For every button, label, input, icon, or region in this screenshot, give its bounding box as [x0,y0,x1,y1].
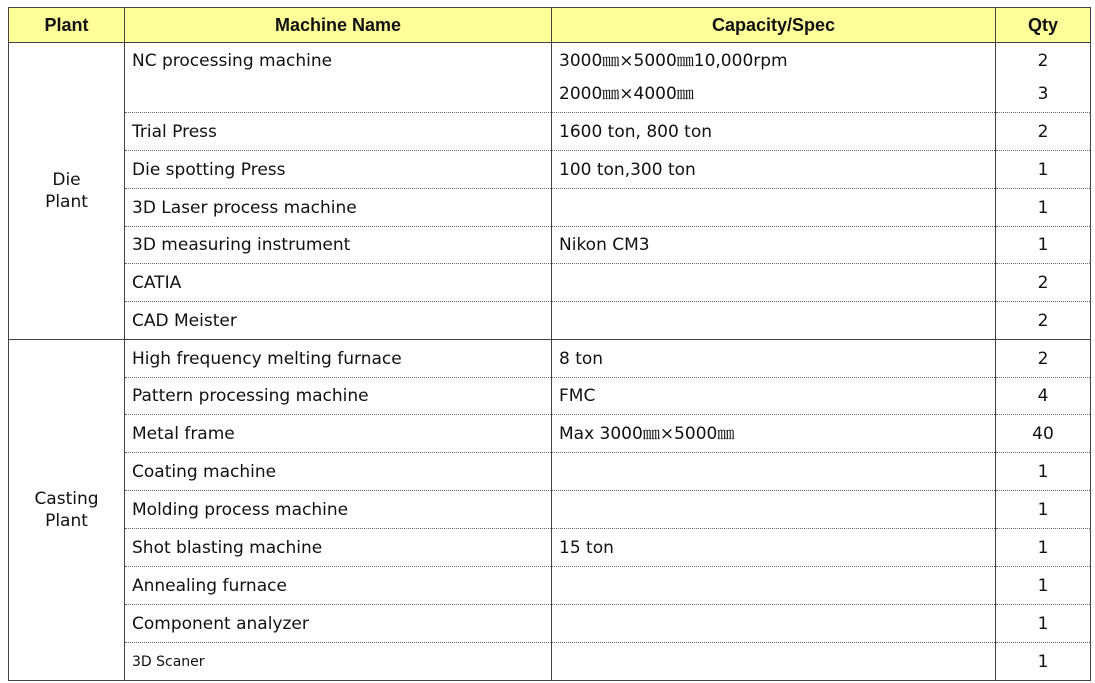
machine-name-cell: Annealing furnace [125,567,552,605]
qty-line: 3 [1037,83,1049,104]
machine-name-cell: Metal frame [125,415,552,453]
qty-cell: 4 [996,378,1091,415]
plant-casting-label: Casting Plant [34,489,99,531]
table-row [9,567,1091,605]
capacity-cell [552,264,996,302]
table-body [9,43,1091,681]
table-row [9,113,1091,151]
machine-name-cell: 3D measuring instrument [125,227,552,264]
machine-name-cell: Die spotting Press [125,151,552,189]
machine-name-cell: High frequency melting furnace [125,340,552,378]
machine-name-cell: CAD Meister [125,302,552,340]
table-row [9,378,1091,415]
machine-name-cell: NC processing machine [125,43,552,113]
header-qty: Qty [996,8,1091,43]
table-row [9,491,1091,529]
capacity-cell [552,453,996,491]
table-row [9,643,1091,681]
qty-cell: 1 [996,643,1091,681]
table-row [9,605,1091,643]
table-row [9,264,1091,302]
machine-name-cell: Shot blasting machine [125,529,552,567]
capacity-cell [552,605,996,643]
header-capacity-spec: Capacity/Spec [552,8,996,43]
capacity-cell [552,43,996,113]
qty-cell: 2 [996,302,1091,340]
qty-cell: 1 [996,605,1091,643]
qty-cell: 1 [996,453,1091,491]
machine-name-cell: Molding process machine [125,491,552,529]
table-row [9,151,1091,189]
plant-die-label: Die Plant [45,170,88,212]
table-row [9,453,1091,491]
capacity-cell: 1600 ton, 800 ton [552,113,996,151]
capacity-line: 2000㎜×4000㎜ [559,83,694,104]
qty-cell: 1 [996,567,1091,605]
capacity-cell: 15 ton [552,529,996,567]
qty-cell: 1 [996,491,1091,529]
machine-name-cell: CATIA [125,264,552,302]
machine-name-cell: Coating machine [125,453,552,491]
capacity-cell: 8 ton [552,340,996,378]
capacity-cell [552,491,996,529]
plant-casting [9,340,125,681]
machine-name-cell: Pattern processing machine [125,378,552,415]
qty-cell: 2 [996,340,1091,378]
machine-name-cell: 3D Laser process machine [125,189,552,227]
capacity-cell [552,567,996,605]
capacity-cell [552,643,996,681]
header-row [9,8,1091,43]
capacity-cell: Nikon CM3 [552,227,996,264]
table-row [9,529,1091,567]
header-plant: Plant [9,8,125,43]
table-row [9,43,1091,113]
qty-cell: 1 [996,529,1091,567]
equipment-table [8,7,1091,681]
machine-name-cell: 3D Scaner [125,643,552,681]
header-machine-name: Machine Name [125,8,552,43]
qty-cell: 40 [996,415,1091,453]
qty-cell: 1 [996,227,1091,264]
machine-name-cell: Component analyzer [125,605,552,643]
qty-cell: 1 [996,189,1091,227]
table-row [9,340,1091,378]
capacity-cell: FMC [552,378,996,415]
table-row [9,227,1091,264]
table-header [9,8,1091,43]
capacity-cell [552,189,996,227]
capacity-cell: 100 ton,300 ton [552,151,996,189]
plant-die [9,43,125,340]
capacity-cell [552,302,996,340]
qty-cell [996,43,1091,113]
qty-line: 2 [1037,50,1049,71]
machine-name-cell: Trial Press [125,113,552,151]
qty-cell: 2 [996,113,1091,151]
qty-cell: 2 [996,264,1091,302]
table-row [9,302,1091,340]
capacity-cell: Max 3000㎜×5000㎜ [552,415,996,453]
qty-cell: 1 [996,151,1091,189]
capacity-line: 3000㎜×5000㎜10,000rpm [559,50,788,71]
table-row [9,189,1091,227]
table-row [9,415,1091,453]
